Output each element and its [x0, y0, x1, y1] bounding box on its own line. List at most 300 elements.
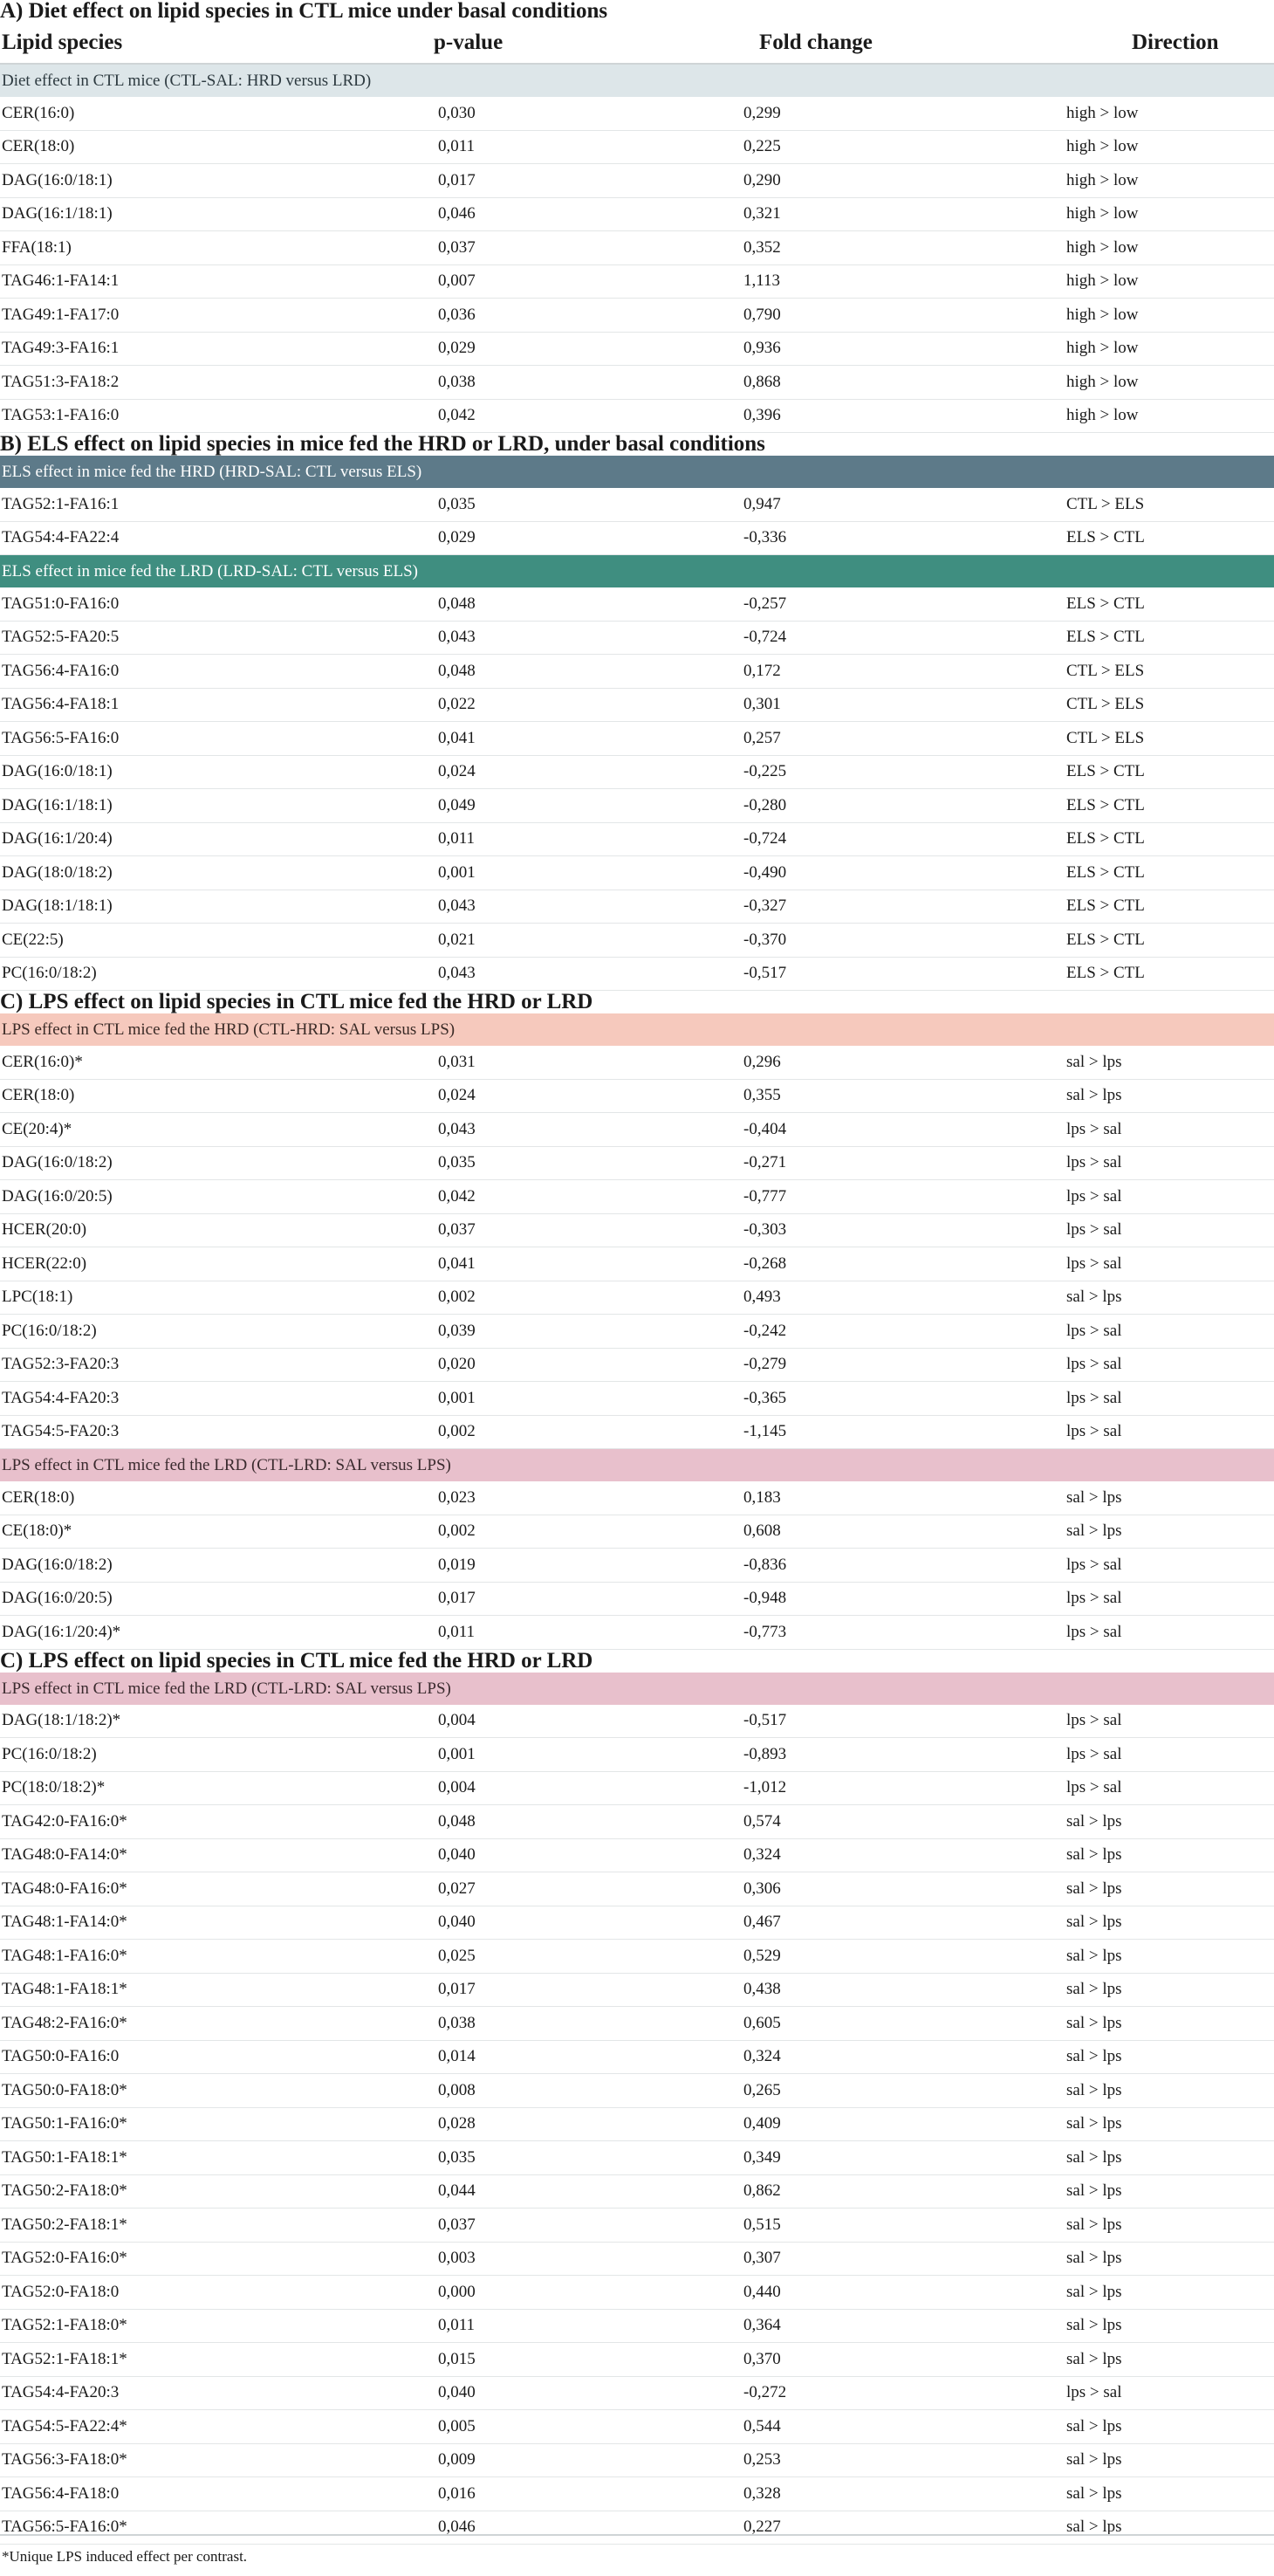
cell-fold-change: 0,409 [743, 2114, 781, 2133]
cell-p-value: 0,025 [438, 1946, 476, 1965]
cell-direction: high > low [1066, 237, 1139, 257]
cell-fold-change: -0,336 [743, 528, 787, 547]
cell-lipid-species: DAG(16:1/18:1) [2, 204, 113, 223]
cell-lipid-species: TAG51:0-FA16:0 [2, 594, 120, 613]
cell-lipid-species: TAG54:5-FA22:4* [2, 2416, 127, 2435]
table-row [0, 1281, 1274, 1315]
cell-fold-change: 0,862 [743, 2181, 781, 2201]
cell-p-value: 0,020 [438, 1355, 476, 1374]
group-band: LPS effect in CTL mice fed the LRD (CTL-LRD: SAL versus LPS) [0, 1449, 1274, 1481]
table-row [0, 488, 1274, 522]
cell-direction: lps > sal [1066, 1321, 1122, 1340]
cell-fold-change: 0,574 [743, 1811, 781, 1831]
cell-p-value: 0,042 [438, 406, 476, 425]
cell-p-value: 0,001 [438, 1744, 476, 1763]
cell-lipid-species: TAG49:3-FA16:1 [2, 339, 120, 358]
group-band: ELS effect in mice fed the HRD (HRD-SAL: CTL versus ELS) [0, 456, 1274, 488]
cell-fold-change: 0,790 [743, 305, 781, 324]
cell-fold-change: -0,303 [743, 1220, 787, 1240]
cell-p-value: 0,024 [438, 762, 476, 781]
cell-lipid-species: PC(16:0/18:2) [2, 964, 97, 983]
cell-p-value: 0,007 [438, 271, 476, 291]
cell-fold-change: 0,438 [743, 1980, 781, 1999]
cell-direction: sal > lps [1066, 2181, 1122, 2201]
cell-p-value: 0,024 [438, 1086, 476, 1105]
cell-direction: sal > lps [1066, 2215, 1122, 2234]
group-band: LPS effect in CTL mice fed the LRD (CTL-LRD: SAL versus LPS) [0, 1673, 1274, 1705]
cell-direction: sal > lps [1066, 2416, 1122, 2435]
table-row [0, 400, 1274, 434]
table-row [0, 756, 1274, 790]
cell-direction: lps > sal [1066, 1153, 1122, 1172]
cell-direction: sal > lps [1066, 2349, 1122, 2368]
cell-direction: lps > sal [1066, 1555, 1122, 1574]
table-row [0, 1382, 1274, 1416]
cell-lipid-species: LPC(18:1) [2, 1288, 73, 1307]
cell-lipid-species: TAG52:1-FA18:0* [2, 2316, 127, 2335]
cell-p-value: 0,005 [438, 2416, 476, 2435]
table-row [0, 522, 1274, 556]
cell-lipid-species: CER(18:0) [2, 137, 75, 156]
table-row [0, 231, 1274, 265]
cell-fold-change: -0,280 [743, 795, 787, 814]
table-row [0, 2444, 1274, 2478]
table-row [0, 2108, 1274, 2142]
table-row [0, 131, 1274, 165]
cell-p-value: 0,044 [438, 2181, 476, 2201]
cell-direction: ELS > CTL [1066, 594, 1145, 613]
cell-direction: CTL > ELS [1066, 661, 1145, 680]
table-row [0, 1247, 1274, 1281]
cell-p-value: 0,043 [438, 628, 476, 647]
cell-p-value: 0,036 [438, 305, 476, 324]
cell-p-value: 0,037 [438, 1220, 476, 1240]
cell-direction: lps > sal [1066, 1119, 1122, 1138]
table-row [0, 1616, 1274, 1650]
footnote-divider [0, 2534, 1274, 2536]
cell-lipid-species: DAG(18:1/18:1) [2, 896, 113, 916]
cell-p-value: 0,023 [438, 1487, 476, 1507]
cell-fold-change: -0,225 [743, 762, 787, 781]
cell-fold-change: 0,370 [743, 2349, 781, 2368]
cell-direction: lps > sal [1066, 1778, 1122, 1797]
cell-direction: lps > sal [1066, 1355, 1122, 1374]
cell-lipid-species: TAG56:3-FA18:0* [2, 2450, 127, 2470]
cell-p-value: 0,049 [438, 795, 476, 814]
table-row [0, 2243, 1274, 2277]
cell-fold-change: 0,324 [743, 2047, 781, 2066]
cell-fold-change: 0,355 [743, 1086, 781, 1105]
cell-p-value: 0,003 [438, 2249, 476, 2268]
cell-lipid-species: TAG54:4-FA22:4 [2, 528, 120, 547]
cell-direction: high > low [1066, 170, 1139, 189]
cell-direction: sal > lps [1066, 1980, 1122, 1999]
cell-lipid-species: TAG56:4-FA16:0 [2, 661, 120, 680]
cell-p-value: 0,015 [438, 2349, 476, 2368]
section-title: B) ELS effect on lipid species in mice fed the HRD or LRD, under basal conditions [0, 432, 765, 456]
cell-lipid-species: PC(18:0/18:2)* [2, 1778, 106, 1797]
cell-p-value: 0,042 [438, 1186, 476, 1206]
cell-fold-change: 0,396 [743, 406, 781, 425]
table-row [0, 722, 1274, 756]
cell-direction: high > low [1066, 372, 1139, 391]
cell-direction: ELS > CTL [1066, 762, 1145, 781]
cell-lipid-species: DAG(18:1/18:2)* [2, 1711, 121, 1730]
cell-lipid-species: TAG49:1-FA17:0 [2, 305, 120, 324]
header-fold-change: Fold change [759, 31, 873, 54]
header-direction: Direction [1132, 31, 1219, 54]
cell-fold-change: 0,265 [743, 2080, 781, 2099]
table-row [0, 1772, 1274, 1806]
cell-lipid-species: DAG(18:0/18:2) [2, 862, 113, 882]
table-row [0, 587, 1274, 622]
cell-lipid-species: TAG48:1-FA18:1* [2, 1980, 127, 1999]
cell-lipid-species: TAG48:0-FA14:0* [2, 1845, 127, 1865]
table-row [0, 622, 1274, 656]
cell-p-value: 0,029 [438, 528, 476, 547]
cell-fold-change: 0,349 [743, 2147, 781, 2167]
cell-direction: high > low [1066, 137, 1139, 156]
cell-p-value: 0,040 [438, 2383, 476, 2402]
section-title: C) LPS effect on lipid species in CTL mice fed the HRD or LRD [0, 1648, 593, 1673]
table-row [0, 1940, 1274, 1974]
cell-p-value: 0,002 [438, 1422, 476, 1441]
cell-lipid-species: TAG48:1-FA16:0* [2, 1946, 127, 1965]
cell-direction: lps > sal [1066, 2383, 1122, 2402]
cell-direction: ELS > CTL [1066, 628, 1145, 647]
cell-fold-change: -0,404 [743, 1119, 787, 1138]
table-row [0, 299, 1274, 333]
cell-p-value: 0,008 [438, 2080, 476, 2099]
cell-lipid-species: DAG(16:0/20:5) [2, 1589, 113, 1608]
header-lipid-species: Lipid species [2, 31, 123, 54]
table-row [0, 1705, 1274, 1739]
section-title: C) LPS effect on lipid species in CTL mice fed the HRD or LRD [0, 990, 593, 1013]
cell-direction: sal > lps [1066, 2147, 1122, 2167]
cell-fold-change: 0,493 [743, 1288, 781, 1307]
cell-p-value: 0,004 [438, 1711, 476, 1730]
cell-direction: lps > sal [1066, 1388, 1122, 1407]
cell-fold-change: 0,868 [743, 372, 781, 391]
cell-fold-change: -0,773 [743, 1622, 787, 1641]
cell-direction: sal > lps [1066, 2316, 1122, 2335]
cell-lipid-species: TAG52:0-FA18:0 [2, 2282, 120, 2301]
cell-lipid-species: CE(22:5) [2, 930, 64, 949]
cell-p-value: 0,004 [438, 1778, 476, 1797]
table-row [0, 1906, 1274, 1941]
cell-p-value: 0,014 [438, 2047, 476, 2066]
cell-fold-change: -0,279 [743, 1355, 787, 1374]
table-row [0, 198, 1274, 232]
cell-lipid-species: TAG52:1-FA16:1 [2, 494, 120, 513]
cell-lipid-species: TAG54:4-FA20:3 [2, 2383, 120, 2402]
table-row [0, 1349, 1274, 1383]
cell-direction: ELS > CTL [1066, 896, 1145, 916]
cell-direction: ELS > CTL [1066, 795, 1145, 814]
table-row [0, 689, 1274, 723]
table-row [0, 1974, 1274, 2008]
table-row [0, 1315, 1274, 1349]
cell-direction: sal > lps [1066, 1288, 1122, 1307]
table-row [0, 2410, 1274, 2444]
cell-direction: lps > sal [1066, 1711, 1122, 1730]
cell-lipid-species: TAG50:2-FA18:0* [2, 2181, 127, 2201]
cell-fold-change: -0,517 [743, 1711, 787, 1730]
cell-lipid-species: PC(16:0/18:2) [2, 1321, 97, 1340]
cell-direction: ELS > CTL [1066, 964, 1145, 983]
cell-p-value: 0,002 [438, 1522, 476, 1541]
cell-fold-change: 0,440 [743, 2282, 781, 2301]
cell-direction: ELS > CTL [1066, 829, 1145, 848]
cell-fold-change: -0,327 [743, 896, 787, 916]
cell-p-value: 0,039 [438, 1321, 476, 1340]
cell-p-value: 0,043 [438, 1119, 476, 1138]
cell-fold-change: 0,321 [743, 204, 781, 223]
cell-lipid-species: TAG56:5-FA16:0 [2, 728, 120, 747]
cell-lipid-species: DAG(16:0/18:1) [2, 170, 113, 189]
cell-p-value: 0,038 [438, 2013, 476, 2032]
table-row [0, 1839, 1274, 1873]
cell-direction: ELS > CTL [1066, 528, 1145, 547]
cell-fold-change: 0,608 [743, 1522, 781, 1541]
cell-p-value: 0,035 [438, 494, 476, 513]
table-row [0, 1549, 1274, 1583]
table-row [0, 789, 1274, 823]
cell-p-value: 0,011 [438, 1622, 476, 1641]
group-band: ELS effect in mice fed the LRD (LRD-SAL: CTL versus ELS) [0, 555, 1274, 587]
cell-direction: sal > lps [1066, 2282, 1122, 2301]
table-row [0, 1180, 1274, 1214]
cell-p-value: 0,027 [438, 1879, 476, 1898]
cell-fold-change: 0,172 [743, 661, 781, 680]
table-row [0, 890, 1274, 924]
cell-lipid-species: TAG56:4-FA18:0 [2, 2483, 120, 2503]
cell-fold-change: -0,242 [743, 1321, 787, 1340]
cell-direction: lps > sal [1066, 1422, 1122, 1441]
cell-lipid-species: TAG52:1-FA18:1* [2, 2349, 127, 2368]
cell-p-value: 0,009 [438, 2450, 476, 2470]
cell-fold-change: -0,272 [743, 2383, 787, 2402]
cell-direction: high > low [1066, 339, 1139, 358]
cell-p-value: 0,002 [438, 1288, 476, 1307]
cell-direction: sal > lps [1066, 2047, 1122, 2066]
cell-direction: ELS > CTL [1066, 862, 1145, 882]
cell-lipid-species: TAG54:5-FA20:3 [2, 1422, 120, 1441]
cell-lipid-species: CE(18:0)* [2, 1522, 72, 1541]
table-row [0, 265, 1274, 299]
cell-lipid-species: CER(18:0) [2, 1487, 75, 1507]
cell-lipid-species: CER(18:0) [2, 1086, 75, 1105]
cell-direction: sal > lps [1066, 1845, 1122, 1865]
cell-lipid-species: PC(16:0/18:2) [2, 1744, 97, 1763]
cell-p-value: 0,001 [438, 862, 476, 882]
cell-p-value: 0,017 [438, 1980, 476, 1999]
cell-p-value: 0,028 [438, 2114, 476, 2133]
cell-p-value: 0,040 [438, 1913, 476, 1932]
cell-direction: high > low [1066, 204, 1139, 223]
cell-lipid-species: CER(16:0) [2, 103, 75, 122]
cell-p-value: 0,046 [438, 2518, 476, 2537]
table-row [0, 1738, 1274, 1772]
table-row [0, 1481, 1274, 1515]
cell-p-value: 0,043 [438, 896, 476, 916]
cell-lipid-species: TAG52:5-FA20:5 [2, 628, 120, 647]
cell-p-value: 0,017 [438, 170, 476, 189]
cell-direction: CTL > ELS [1066, 494, 1145, 513]
cell-fold-change: 0,515 [743, 2215, 781, 2234]
cell-p-value: 0,043 [438, 964, 476, 983]
cell-p-value: 0,048 [438, 661, 476, 680]
cell-lipid-species: DAG(16:0/18:1) [2, 762, 113, 781]
table-row [0, 2310, 1274, 2344]
cell-fold-change: 0,947 [743, 494, 781, 513]
table-row [0, 2041, 1274, 2075]
cell-direction: sal > lps [1066, 2518, 1122, 2537]
cell-fold-change: 0,936 [743, 339, 781, 358]
cell-lipid-species: TAG50:1-FA18:1* [2, 2147, 127, 2167]
cell-p-value: 0,001 [438, 1388, 476, 1407]
cell-fold-change: 0,183 [743, 1487, 781, 1507]
cell-direction: CTL > ELS [1066, 695, 1145, 714]
table-row [0, 1872, 1274, 1906]
table-row [0, 2208, 1274, 2243]
cell-p-value: 0,011 [438, 829, 476, 848]
table-row [0, 2477, 1274, 2511]
cell-lipid-species: TAG50:2-FA18:1* [2, 2215, 127, 2234]
cell-fold-change: 0,290 [743, 170, 781, 189]
cell-direction: sal > lps [1066, 1522, 1122, 1541]
cell-lipid-species: TAG56:5-FA16:0* [2, 2518, 127, 2537]
table-row [0, 1046, 1274, 1080]
cell-fold-change: -0,948 [743, 1589, 787, 1608]
table-row [0, 366, 1274, 400]
cell-fold-change: 0,467 [743, 1913, 781, 1932]
cell-lipid-species: TAG48:0-FA16:0* [2, 1879, 127, 1898]
cell-lipid-species: DAG(16:0/18:2) [2, 1153, 113, 1172]
cell-p-value: 0,030 [438, 103, 476, 122]
cell-p-value: 0,035 [438, 2147, 476, 2167]
cell-fold-change: -0,724 [743, 829, 787, 848]
cell-fold-change: -0,271 [743, 1153, 787, 1172]
cell-p-value: 0,031 [438, 1052, 476, 1071]
table-row [0, 924, 1274, 958]
cell-lipid-species: CER(16:0)* [2, 1052, 83, 1071]
table-row [0, 2007, 1274, 2041]
cell-fold-change: -0,777 [743, 1186, 787, 1206]
cell-p-value: 0,022 [438, 695, 476, 714]
table-row [0, 958, 1274, 992]
cell-direction: sal > lps [1066, 2450, 1122, 2470]
cell-direction: lps > sal [1066, 1589, 1122, 1608]
cell-lipid-species: HCER(22:0) [2, 1254, 87, 1273]
cell-fold-change: 0,364 [743, 2316, 781, 2335]
cell-lipid-species: TAG50:1-FA16:0* [2, 2114, 127, 2133]
cell-p-value: 0,038 [438, 372, 476, 391]
table-row [0, 97, 1274, 131]
table-row [0, 2511, 1274, 2545]
cell-direction: sal > lps [1066, 1946, 1122, 1965]
cell-lipid-species: DAG(16:0/20:5) [2, 1186, 113, 1206]
cell-direction: ELS > CTL [1066, 930, 1145, 949]
cell-p-value: 0,048 [438, 594, 476, 613]
cell-direction: sal > lps [1066, 1086, 1122, 1105]
cell-direction: lps > sal [1066, 1220, 1122, 1240]
cell-lipid-species: TAG51:3-FA18:2 [2, 372, 120, 391]
cell-fold-change: 0,529 [743, 1946, 781, 1965]
cell-p-value: 0,011 [438, 2316, 476, 2335]
cell-p-value: 0,037 [438, 2215, 476, 2234]
table-row [0, 856, 1274, 890]
table-row [0, 1214, 1274, 1248]
cell-lipid-species: CE(20:4)* [2, 1119, 72, 1138]
cell-lipid-species: TAG54:4-FA20:3 [2, 1388, 120, 1407]
cell-direction: sal > lps [1066, 1052, 1122, 1071]
cell-lipid-species: FFA(18:1) [2, 237, 72, 257]
cell-lipid-species: TAG52:3-FA20:3 [2, 1355, 120, 1374]
header-p-value: p-value [434, 31, 503, 54]
cell-direction: sal > lps [1066, 1811, 1122, 1831]
group-band: LPS effect in CTL mice fed the HRD (CTL-HRD: SAL versus LPS) [0, 1013, 1274, 1046]
cell-direction: high > low [1066, 305, 1139, 324]
cell-p-value: 0,016 [438, 2483, 476, 2503]
section-title: A) Diet effect on lipid species in CTL mice under basal conditions [0, 0, 608, 23]
cell-fold-change: -1,145 [743, 1422, 787, 1441]
cell-fold-change: -0,893 [743, 1744, 787, 1763]
cell-lipid-species: DAG(16:0/18:2) [2, 1555, 113, 1574]
cell-p-value: 0,040 [438, 1845, 476, 1865]
cell-lipid-species: TAG46:1-FA14:1 [2, 271, 120, 291]
column-header-row [0, 23, 1274, 65]
cell-lipid-species: TAG53:1-FA16:0 [2, 406, 120, 425]
cell-fold-change: 0,324 [743, 1845, 781, 1865]
table-row [0, 333, 1274, 367]
cell-fold-change: -0,490 [743, 862, 787, 882]
cell-p-value: 0,029 [438, 339, 476, 358]
table-row [0, 164, 1274, 198]
table-row [0, 1515, 1274, 1549]
cell-lipid-species: TAG50:0-FA16:0 [2, 2047, 120, 2066]
cell-fold-change: 0,306 [743, 1879, 781, 1898]
table-row [0, 2276, 1274, 2310]
table-row [0, 2175, 1274, 2209]
footnote: *Unique LPS induced effect per contrast. [2, 2548, 248, 2565]
cell-direction: high > low [1066, 103, 1139, 122]
cell-direction: sal > lps [1066, 2249, 1122, 2268]
cell-fold-change: 0,253 [743, 2450, 781, 2470]
cell-direction: high > low [1066, 271, 1139, 291]
cell-direction: lps > sal [1066, 1254, 1122, 1273]
cell-p-value: 0,019 [438, 1555, 476, 1574]
cell-p-value: 0,021 [438, 930, 476, 949]
cell-fold-change: 0,299 [743, 103, 781, 122]
cell-direction: sal > lps [1066, 1487, 1122, 1507]
cell-direction: CTL > ELS [1066, 728, 1145, 747]
cell-p-value: 0,011 [438, 137, 476, 156]
cell-lipid-species: TAG52:0-FA16:0* [2, 2249, 127, 2268]
cell-fold-change: 0,352 [743, 237, 781, 257]
cell-lipid-species: DAG(16:1/18:1) [2, 795, 113, 814]
table-row [0, 2074, 1274, 2108]
table-row [0, 823, 1274, 857]
table-row [0, 1113, 1274, 1147]
cell-lipid-species: TAG48:2-FA16:0* [2, 2013, 127, 2032]
cell-fold-change: 0,225 [743, 137, 781, 156]
cell-fold-change: 0,301 [743, 695, 781, 714]
cell-fold-change: -0,370 [743, 930, 787, 949]
cell-direction: lps > sal [1066, 1622, 1122, 1641]
cell-fold-change: 0,227 [743, 2518, 781, 2537]
cell-direction: sal > lps [1066, 2080, 1122, 2099]
